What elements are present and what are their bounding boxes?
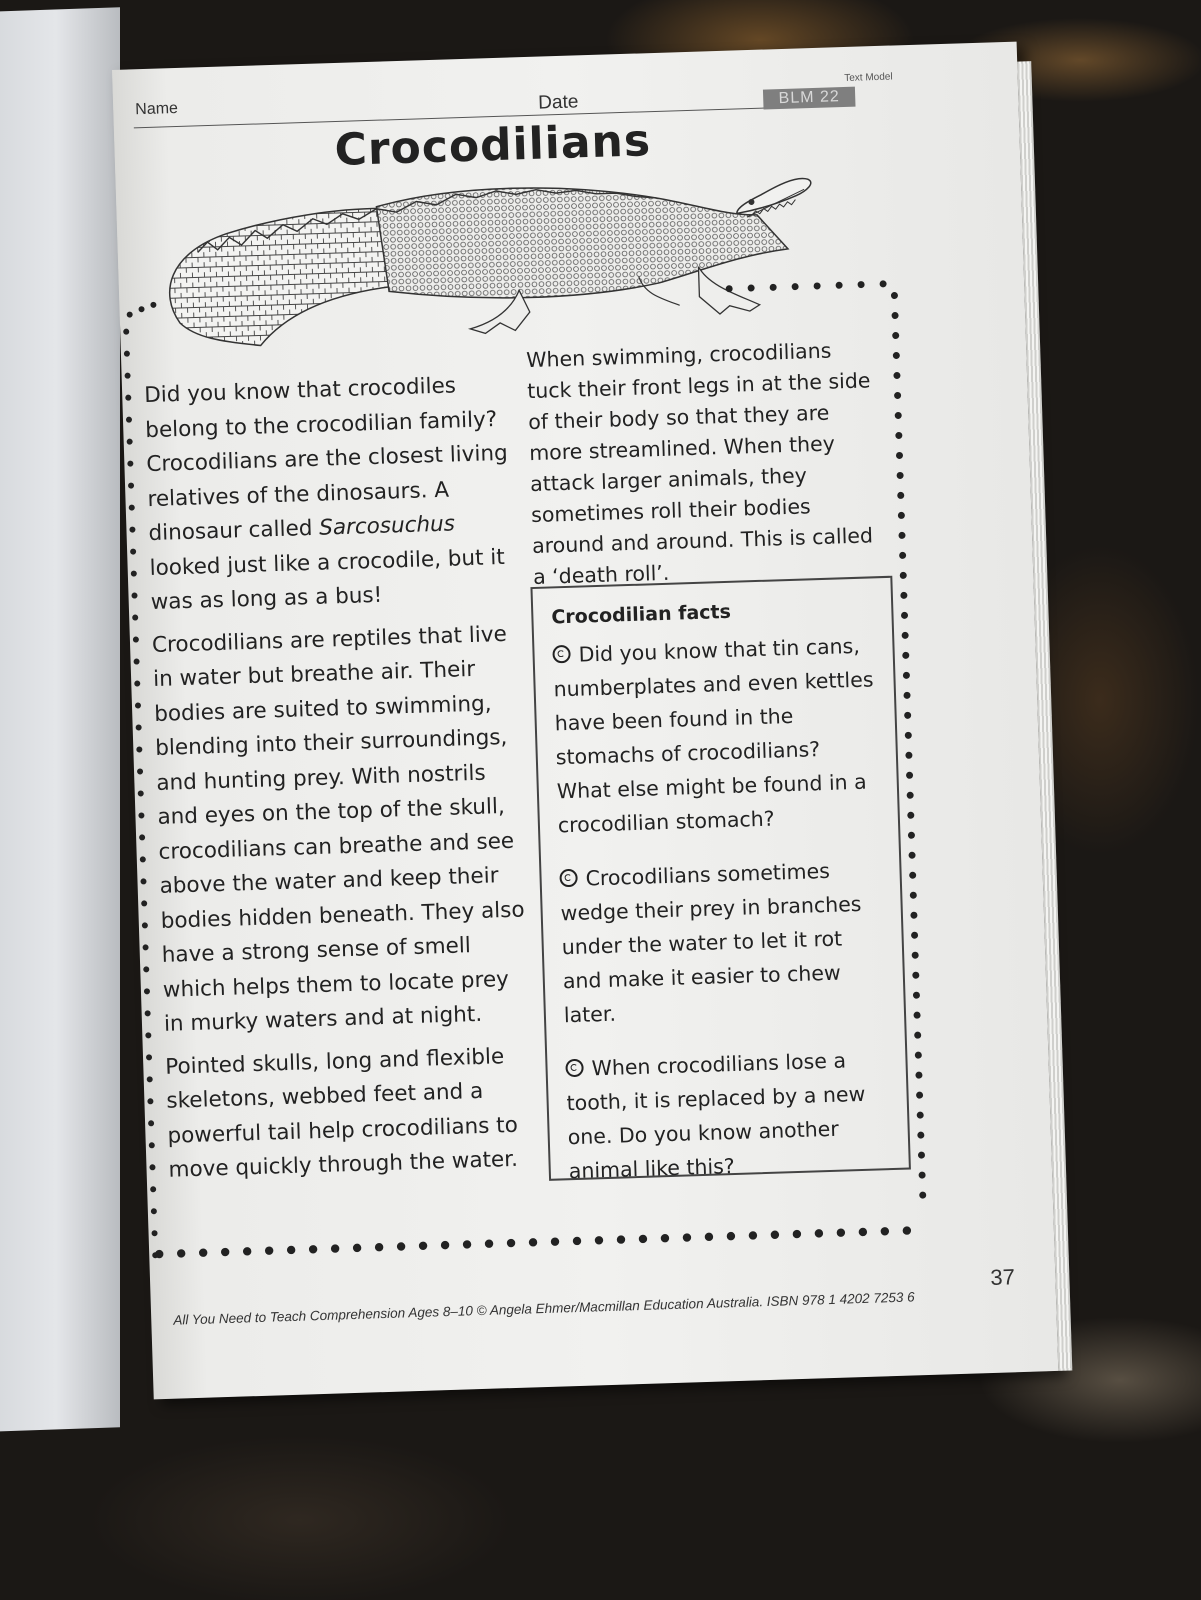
border-dot — [903, 672, 910, 679]
border-dot — [137, 768, 143, 774]
border-dot — [727, 1232, 736, 1241]
border-dot — [177, 1249, 186, 1258]
border-dot — [903, 1226, 912, 1235]
border-dot — [639, 1235, 648, 1244]
spiral-bullet-icon — [559, 869, 578, 888]
border-dot — [125, 373, 131, 379]
border-dot — [914, 1032, 921, 1039]
border-dot — [127, 439, 133, 445]
border-dot — [897, 472, 904, 479]
border-dot — [905, 732, 912, 739]
border-dot — [815, 1229, 824, 1238]
border-dot — [128, 483, 134, 489]
crocodilian-facts-box — [530, 576, 910, 1184]
border-dot — [133, 658, 139, 664]
fact-item — [552, 628, 880, 842]
blm-badge: BLM 22 — [763, 87, 856, 110]
border-dot — [287, 1246, 296, 1255]
border-dot — [919, 1191, 926, 1198]
text-model-label: Text Model — [844, 71, 893, 85]
intro-text-a: Did you know that crocodiles belong to the crocodilian family? Crocodilians are the closest living relatives of the dinosaurs. A dinosaur called — [143, 373, 509, 547]
border-dot — [265, 1246, 274, 1255]
border-dot — [138, 812, 144, 818]
border-dot — [331, 1244, 340, 1253]
border-dot — [145, 1032, 151, 1038]
border-dot — [141, 900, 147, 906]
border-dot — [147, 1098, 153, 1104]
border-dot — [617, 1235, 626, 1244]
border-dot — [904, 712, 911, 719]
border-dot — [123, 329, 129, 335]
border-dot — [151, 1230, 157, 1236]
border-dot — [897, 492, 904, 499]
border-dot — [891, 312, 898, 319]
swimming-text-column — [526, 334, 889, 593]
border-dot — [152, 1252, 158, 1258]
border-dot — [129, 526, 135, 532]
border-dot — [837, 1228, 846, 1237]
border-dot — [896, 452, 903, 459]
border-dot — [199, 1248, 208, 1257]
border-dot — [913, 992, 920, 999]
border-dot — [149, 1164, 155, 1170]
border-dot — [793, 1230, 802, 1239]
border-dot — [898, 512, 905, 519]
border-dot — [894, 392, 901, 399]
border-dot — [907, 792, 914, 799]
border-dot — [913, 1012, 920, 1019]
border-dot — [906, 772, 913, 779]
intro-text-b: looked just like a crocodile, but it was as long as a bus! — [149, 544, 506, 616]
border-dot — [919, 1171, 926, 1178]
border-dot — [918, 1152, 925, 1159]
border-dot — [901, 612, 908, 619]
border-dot — [903, 692, 910, 699]
name-label: Name — [134, 99, 179, 119]
spiral-bullet-icon — [552, 645, 571, 664]
border-dot — [142, 944, 148, 950]
spiral-bullet-icon — [565, 1059, 584, 1078]
border-dot — [125, 395, 131, 401]
border-dot — [595, 1236, 604, 1245]
border-dot — [135, 702, 141, 708]
border-dot — [149, 1142, 155, 1148]
border-dot — [529, 1238, 538, 1247]
border-dot — [910, 892, 917, 899]
border-dot — [134, 680, 140, 686]
border-dot — [859, 1228, 868, 1237]
border-dot — [905, 752, 912, 759]
date-label: Date — [537, 91, 579, 114]
border-dot — [917, 1132, 924, 1139]
border-dot — [150, 1186, 156, 1192]
border-dot — [907, 812, 914, 819]
border-dot — [144, 988, 150, 994]
border-dot — [900, 572, 907, 579]
reptiles-paragraph: Crocodilians are reptiles that live in water but breathe air. Their bodies are suited to swimming, blending into their surroundings, and hunting prey. With nostrils and eyes on the top of the skull, crocodilians can breathe and see above the water and keep their bodies hidden beneath. They also have a strong sense of smell which helps them to locate prey in murky waters and at night. — [151, 621, 525, 1037]
border-dot — [143, 966, 149, 972]
facing-page-edge — [0, 7, 120, 1433]
border-dot — [912, 972, 919, 979]
border-dot — [908, 852, 915, 859]
border-dot — [895, 432, 902, 439]
border-dot — [902, 632, 909, 639]
border-dot — [463, 1240, 472, 1249]
border-dot — [441, 1241, 450, 1250]
border-dot — [221, 1248, 230, 1257]
worksheet-page — [112, 42, 1058, 1400]
border-dot — [661, 1234, 670, 1243]
border-dot — [485, 1239, 494, 1248]
fact-text: Crocodilians sometimes wedge their prey in branches under the water to let it rot and make it easier to chew later. — [560, 858, 862, 1028]
border-dot — [891, 292, 898, 299]
border-dot — [915, 1072, 922, 1079]
skeleton-paragraph: Pointed skulls, long and flexible skeletons, webbed feet and a powerful tail help crocodilians to move quickly through the water. — [164, 1043, 519, 1183]
border-dot — [749, 1231, 758, 1240]
border-dot — [142, 922, 148, 928]
border-dot — [573, 1237, 582, 1246]
border-dot — [148, 1120, 154, 1126]
main-text-column — [144, 368, 539, 1197]
border-dot — [124, 351, 130, 357]
border-dot — [140, 856, 146, 862]
border-dot — [902, 652, 909, 659]
border-dot — [419, 1241, 428, 1250]
border-dot — [129, 505, 135, 511]
border-dot — [155, 1250, 164, 1259]
border-dot — [147, 1076, 153, 1082]
border-dot — [683, 1233, 692, 1242]
border-dot — [397, 1242, 406, 1251]
border-dot — [910, 912, 917, 919]
border-dot — [917, 1112, 924, 1119]
border-dot — [912, 952, 919, 959]
border-dot — [138, 790, 144, 796]
border-dot — [900, 592, 907, 599]
intro-paragraph — [144, 368, 521, 621]
swimming-paragraph: When swimming, crocodilians tuck their front legs in at the side of their body so that they are more streamlined. When they attack larger animals, they sometimes roll their bodies around and around. This is called a ‘death roll’. — [525, 338, 874, 590]
fact-text: When crocodilians lose a tooth, it is replaced by a new one. Do you know another animal like this? — [566, 1048, 866, 1184]
border-dot — [915, 1052, 922, 1059]
crocodile-illustration — [135, 153, 820, 359]
border-dot — [881, 1227, 890, 1236]
fact-text: Did you know that tin cans, numberplates and even kettles have been found in the stomachs of crocodilians? What else might be found in a crocodilian stomach? — [553, 633, 874, 838]
footer-citation: All You Need to Teach Comprehension Ages 8–10 © Angela Ehmer/Macmillan Education Australia. ISBN 978 1 4202 7253 6 — [173, 1289, 915, 1328]
border-dot — [127, 461, 133, 467]
border-dot — [131, 570, 137, 576]
border-dot — [893, 372, 900, 379]
facts-heading: Crocodilian facts — [551, 600, 732, 629]
border-dot — [908, 832, 915, 839]
border-dot — [145, 1010, 151, 1016]
border-dot — [126, 417, 132, 423]
border-dot — [551, 1237, 560, 1246]
border-dot — [243, 1247, 252, 1256]
border-dot — [893, 352, 900, 359]
border-dot — [146, 1054, 152, 1060]
border-dot — [895, 412, 902, 419]
fact-item — [559, 852, 886, 1032]
border-dot — [136, 746, 142, 752]
border-dot — [353, 1244, 362, 1253]
border-dot — [151, 1208, 157, 1214]
page-number: 37 — [989, 1264, 1016, 1290]
border-dot — [911, 932, 918, 939]
border-dot — [136, 724, 142, 730]
border-dot — [909, 872, 916, 879]
border-dot — [132, 614, 138, 620]
border-dot — [130, 548, 136, 554]
page-title: Crocodilians — [333, 115, 652, 177]
border-dot — [131, 592, 137, 598]
border-dot — [898, 532, 905, 539]
border-dot — [892, 332, 899, 339]
border-dot — [375, 1243, 384, 1252]
border-dot — [507, 1239, 516, 1248]
border-dot — [140, 878, 146, 884]
sarcosuchus-term: Sarcosuchus — [318, 511, 456, 541]
fact-item — [565, 1042, 891, 1188]
border-dot — [705, 1232, 714, 1241]
border-dot — [771, 1230, 780, 1239]
border-dot — [309, 1245, 318, 1254]
border-dot — [139, 834, 145, 840]
border-dot — [133, 636, 139, 642]
border-dot — [899, 552, 906, 559]
border-dot — [916, 1092, 923, 1099]
